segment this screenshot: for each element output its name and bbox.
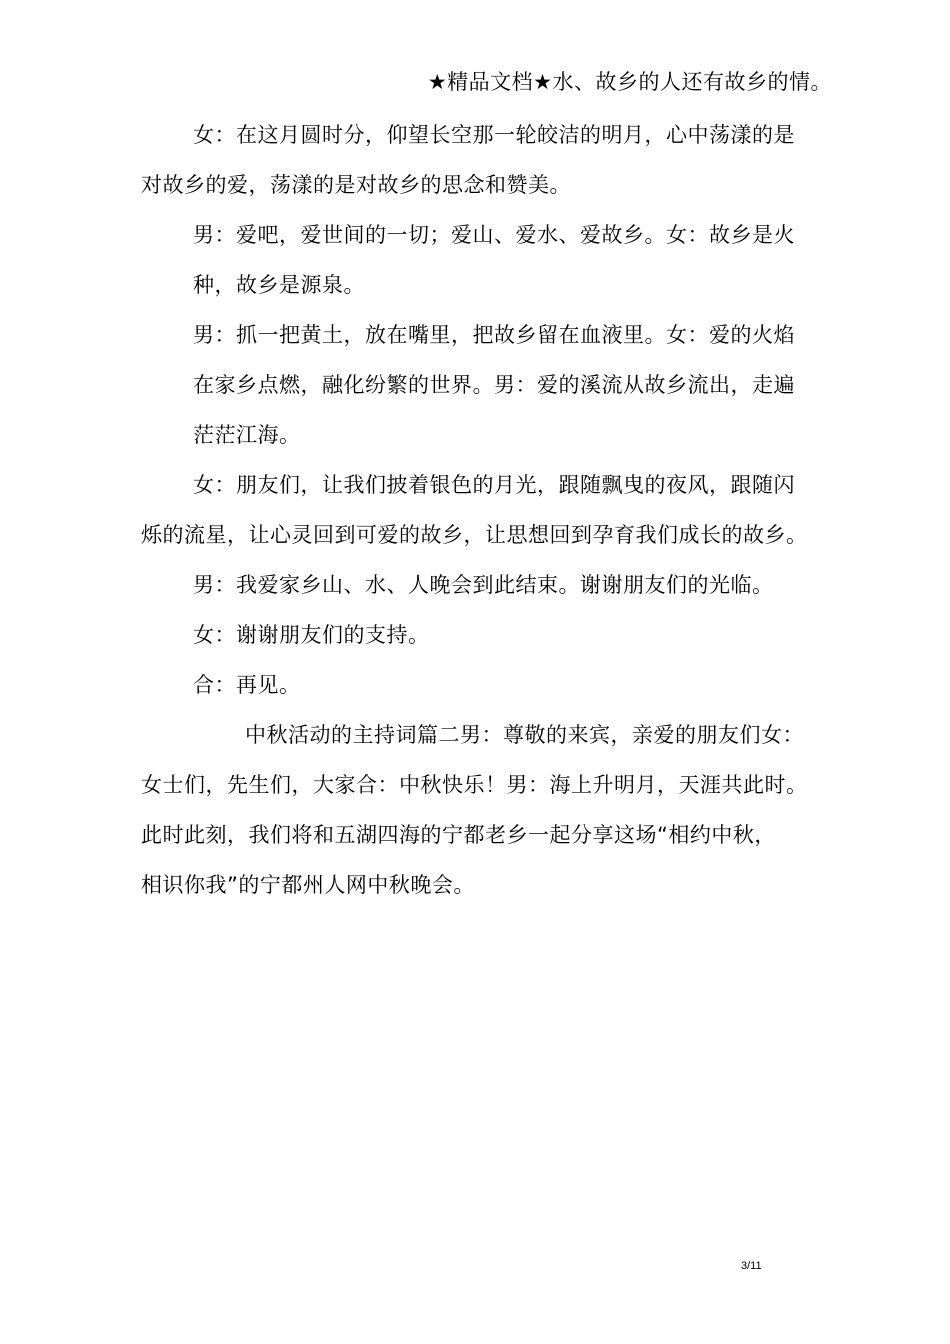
body-line: 女：谢谢朋友们的支持。	[193, 623, 430, 647]
body-line: 烁的流星，让心灵回到可爱的故乡，让思想回到孕育我们成长的故乡。	[141, 523, 808, 547]
body-line: 男：抓一把黄土，放在嘴里，把故乡留在血液里。女：爱的火焰	[193, 323, 795, 347]
body-line: 女：在这月圆时分，仰望长空那一轮皎洁的明月，心中荡漾的是	[193, 123, 795, 147]
body-line: 种，故乡是源泉。	[193, 273, 365, 297]
body-line: 男：我爱家乡山、水、人晚会到此结束。谢谢朋友们的光临。	[193, 573, 774, 597]
body-line: 合：再见。	[193, 673, 301, 697]
page-header: ★精品文档★水、故乡的人还有故乡的情。	[427, 70, 832, 94]
body-line: 对故乡的爱，荡漾的是对故乡的思念和赞美。	[141, 173, 571, 197]
body-line: 男：爱吧，爱世间的一切；爱山、爱水、爱故乡。女：故乡是火	[193, 223, 795, 247]
body-line: 相识你我”的宁都州人网中秋晚会。	[141, 873, 475, 897]
section-heading-line: 中秋活动的主持词篇二男：尊敬的来宾，亲爱的朋友们女：	[245, 723, 804, 747]
body-line: 女：朋友们，让我们披着银色的月光，跟随飘曳的夜风，跟随闪	[193, 473, 795, 497]
body-line: 女士们，先生们，大家合：中秋快乐！男：海上升明月，天涯共此时。	[141, 773, 808, 797]
body-line: 此时此刻，我们将和五湖四海的宁都老乡一起分享这场“相约中秋，	[141, 823, 776, 847]
body-line: 在家乡点燃，融化纷繁的世界。男：爱的溪流从故乡流出，走遍	[193, 373, 795, 397]
body-line: 茫茫江海。	[193, 423, 301, 447]
page-number: 3/11	[741, 1260, 762, 1272]
